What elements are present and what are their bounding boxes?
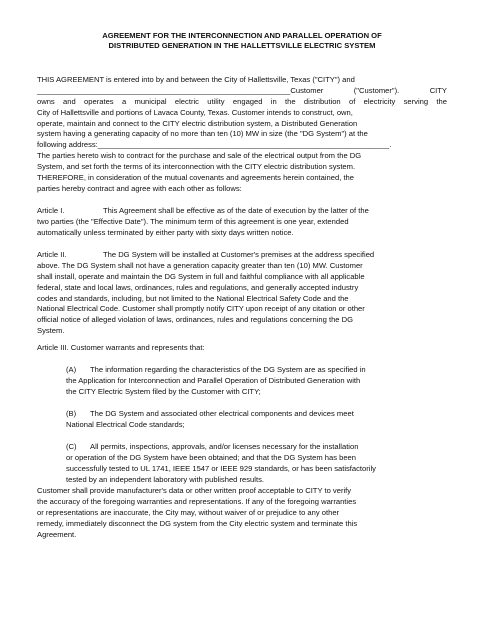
closing-line: the accuracy of the foregoing warranties and representations. If any of the foregoing warranties (37, 496, 357, 506)
intro-line: THEREFORE, in consideration of the mutual covenants and agreements herein contained, the (37, 173, 355, 183)
intro-line: operate, maintain and connect to the CITY electric distribution system, a Distributed Generation (37, 118, 358, 128)
item-c-line: successfully tested to UL 1741, IEEE 1547 or IEEE 929 standards, or has been satisfactorily (66, 463, 376, 473)
intro-line: owns and operates a municipal electric utility engaged in the distribution of electricity serving the (37, 96, 447, 106)
intro-line: THIS AGREEMENT is entered into by and between the City of Hallettsville, Texas ("CITY") and (37, 75, 355, 84)
item-b-line: National Electrical Code standards; (66, 419, 185, 429)
article-3-item-b (37, 409, 447, 431)
item-a-line: the CITY Electric System filed by the Customer with CITY; (66, 386, 261, 396)
intro-line: System, and set forth the terms of its interconnection with the CITY electric distribution system. (37, 162, 356, 172)
article-2-line: shall install, operate and maintain the DG System in full and faithful compliance with all applicable (37, 271, 365, 281)
item-b-label: (B) (66, 409, 77, 418)
item-a-line: The information regarding the characteristics of the DG System are as specified in (90, 365, 366, 374)
article-3-heading: Article III. Customer warrants and represents that: (37, 343, 205, 352)
item-c-line: All permits, inspections, approvals, and/or licenses necessary for the installation (90, 442, 359, 451)
intro-line: parties hereby contract and agree with each other as follows: (37, 183, 242, 193)
article-1-label: Article I. (37, 206, 65, 215)
closing-line: Customer shall provide manufacturer's data or other written proof acceptable to CITY to verify (37, 486, 352, 495)
customer-name-blank: ____________________________________________________________ (37, 85, 291, 95)
article-2-label: Article II. (37, 250, 67, 259)
article-2-line: federal, state and local laws, ordinances, rules and regulations, and generally accepted industry (37, 282, 359, 292)
closing-line: Agreement. (37, 529, 77, 539)
article-1 (37, 206, 447, 239)
closing-paragraph (37, 486, 447, 540)
article-2-line: System. (37, 326, 65, 336)
article-1-line: automatically unless terminated by either party with sixty days written notice. (37, 227, 294, 237)
article-3-item-c (37, 442, 447, 486)
document-title-line-2: DISTRIBUTED GENERATION IN THE HALLETTSVILLE ELECTRIC SYSTEM (108, 41, 376, 50)
document-title-line-1: AGREEMENT FOR THE INTERCONNECTION AND PARALLEL OPERATION OF (102, 31, 382, 40)
address-line: following address:_____________________________________________________________________. (37, 140, 392, 150)
item-a-line: the Application for Interconnection and Parallel Operation of Distributed Generation with (66, 375, 361, 385)
article-2-line: National Electrical Code. Customer shall promptly notify CITY upon receipt of any citation or other (37, 304, 365, 314)
intro-line: The parties hereto wish to contract for the purchase and sale of the electrical output from the DG (37, 151, 362, 161)
article-2-line: codes and standards, including, but not limited to the National Electrical Safety Code and the (37, 293, 349, 303)
intro-line: system having a generating capacity of no more than ten (10) MW in size (the "DG System") at the (37, 129, 368, 139)
article-3-item-a (37, 365, 447, 398)
item-c-label: (C) (66, 442, 77, 451)
article-1-line: two parties (the "Effective Date"). The minimum term of this agreement is one year, extended (37, 216, 349, 226)
article-1-line: This Agreement shall be effective as of the date of execution by the latter of the (103, 206, 369, 215)
intro-line-tail: Customer ("Customer"). CITY (290, 85, 447, 95)
intro-paragraph (37, 75, 447, 195)
closing-line: or representations are inaccurate, the City may, without waiver of or prejudice to any other (37, 507, 340, 517)
item-c-line: or operation of the DG System have been obtained; and that the DG System has been (66, 452, 357, 462)
closing-line: remedy, immediately disconnect the DG system from the City electric system and terminate this (37, 518, 358, 528)
article-2-line: The DG System will be installed at Customer's premises at the address specified (103, 250, 375, 259)
item-a-label: (A) (66, 365, 77, 374)
article-2 (37, 250, 447, 337)
intro-line (37, 86, 447, 97)
intro-line: City of Hallettsville and portions of Lavaca County, Texas. Customer intends to construct, own, (37, 107, 353, 117)
article-2-line: above. The DG System shall not have a generation capacity greater than ten (10) MW. Customer (37, 260, 363, 270)
item-b-line: The DG System and associated other electrical components and devices meet (90, 409, 354, 418)
item-c-line: tested by an independent laboratory with published results. (66, 474, 264, 484)
article-2-line: official notice of alleged violation of laws, ordinances, rules and regulations concerning the DG (37, 315, 354, 325)
